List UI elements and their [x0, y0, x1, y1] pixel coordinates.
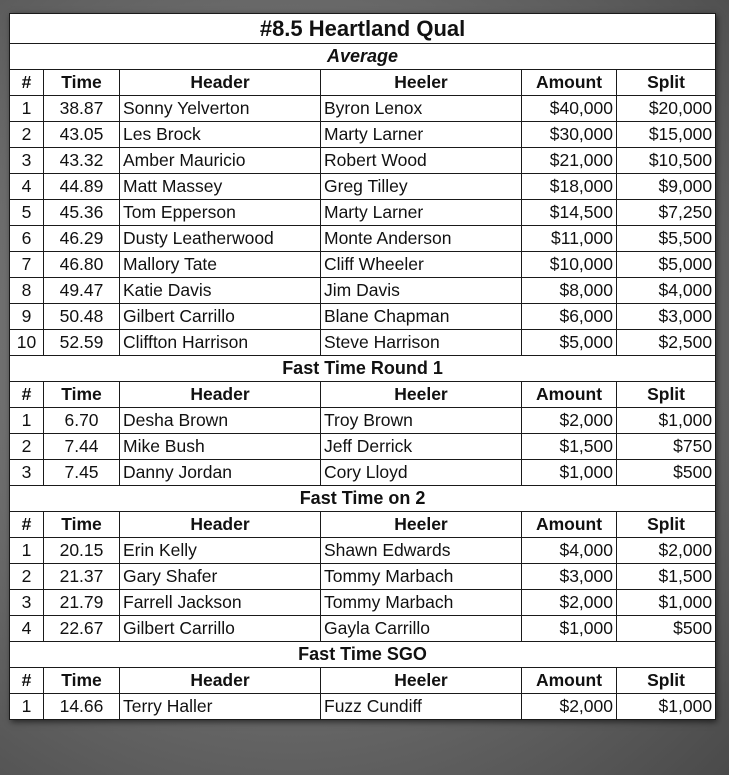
- column-header-amount: Amount: [522, 382, 617, 408]
- column-header-time: Time: [44, 382, 120, 408]
- cell-header: Gilbert Carrillo: [120, 616, 321, 642]
- cell-header: Cliffton Harrison: [120, 330, 321, 356]
- cell-time: 21.79: [44, 590, 120, 616]
- cell-split: $15,000: [617, 122, 716, 148]
- table-row: [10, 304, 716, 330]
- cell-amount: $2,000: [522, 408, 617, 434]
- column-header-header: Header: [120, 70, 321, 96]
- section-title-row: [10, 356, 716, 382]
- cell-amount: $4,000: [522, 538, 617, 564]
- cell-heeler: Marty Larner: [321, 122, 522, 148]
- cell-num: 3: [10, 148, 44, 174]
- cell-split: $1,000: [617, 694, 716, 720]
- column-header-time: Time: [44, 512, 120, 538]
- table-row: [10, 226, 716, 252]
- column-header-amount: Amount: [522, 668, 617, 694]
- cell-amount: $6,000: [522, 304, 617, 330]
- cell-amount: $1,000: [522, 460, 617, 486]
- cell-header: Amber Mauricio: [120, 148, 321, 174]
- column-header-heeler: Heeler: [321, 668, 522, 694]
- column-header-amount: Amount: [522, 512, 617, 538]
- cell-heeler: Cliff Wheeler: [321, 252, 522, 278]
- column-header-amount: Amount: [522, 70, 617, 96]
- cell-amount: $40,000: [522, 96, 617, 122]
- page-title: #8.5 Heartland Qual: [10, 14, 716, 44]
- cell-split: $7,250: [617, 200, 716, 226]
- cell-header: Gilbert Carrillo: [120, 304, 321, 330]
- cell-amount: $10,000: [522, 252, 617, 278]
- title-row: [10, 14, 716, 44]
- column-header-time: Time: [44, 70, 120, 96]
- cell-split: $500: [617, 616, 716, 642]
- column-header-num: #: [10, 70, 44, 96]
- cell-heeler: Troy Brown: [321, 408, 522, 434]
- cell-time: 46.80: [44, 252, 120, 278]
- cell-amount: $1,000: [522, 616, 617, 642]
- cell-time: 6.70: [44, 408, 120, 434]
- cell-split: $500: [617, 460, 716, 486]
- cell-num: 2: [10, 122, 44, 148]
- cell-amount: $30,000: [522, 122, 617, 148]
- cell-heeler: Robert Wood: [321, 148, 522, 174]
- cell-split: $1,000: [617, 590, 716, 616]
- table-row: [10, 200, 716, 226]
- cell-header: Katie Davis: [120, 278, 321, 304]
- table-row: [10, 174, 716, 200]
- cell-time: 46.29: [44, 226, 120, 252]
- table-row: [10, 148, 716, 174]
- cell-split: $2,500: [617, 330, 716, 356]
- cell-time: 14.66: [44, 694, 120, 720]
- cell-heeler: Marty Larner: [321, 200, 522, 226]
- cell-heeler: Tommy Marbach: [321, 564, 522, 590]
- cell-heeler: Jim Davis: [321, 278, 522, 304]
- cell-header: Tom Epperson: [120, 200, 321, 226]
- column-header-row: [10, 70, 716, 96]
- table-row: [10, 330, 716, 356]
- cell-header: Mike Bush: [120, 434, 321, 460]
- cell-amount: $18,000: [522, 174, 617, 200]
- cell-num: 1: [10, 96, 44, 122]
- section-title-row: [10, 642, 716, 668]
- cell-time: 22.67: [44, 616, 120, 642]
- results-table: [9, 13, 716, 720]
- cell-heeler: Shawn Edwards: [321, 538, 522, 564]
- cell-num: 6: [10, 226, 44, 252]
- cell-time: 50.48: [44, 304, 120, 330]
- table-row: [10, 564, 716, 590]
- column-header-time: Time: [44, 668, 120, 694]
- cell-header: Les Brock: [120, 122, 321, 148]
- cell-header: Terry Haller: [120, 694, 321, 720]
- cell-time: 7.45: [44, 460, 120, 486]
- table-row: [10, 96, 716, 122]
- cell-header: Mallory Tate: [120, 252, 321, 278]
- results-table-body: [10, 14, 716, 720]
- cell-amount: $11,000: [522, 226, 617, 252]
- table-row: [10, 278, 716, 304]
- cell-amount: $3,000: [522, 564, 617, 590]
- section-title: Fast Time on 2: [10, 486, 716, 512]
- cell-heeler: Monte Anderson: [321, 226, 522, 252]
- column-header-header: Header: [120, 668, 321, 694]
- cell-heeler: Fuzz Cundiff: [321, 694, 522, 720]
- section-title-row: [10, 486, 716, 512]
- section-title: Fast Time SGO: [10, 642, 716, 668]
- column-header-header: Header: [120, 382, 321, 408]
- cell-num: 1: [10, 694, 44, 720]
- table-row: [10, 590, 716, 616]
- cell-heeler: Greg Tilley: [321, 174, 522, 200]
- cell-num: 2: [10, 564, 44, 590]
- table-row: [10, 694, 716, 720]
- column-header-header: Header: [120, 512, 321, 538]
- column-header-heeler: Heeler: [321, 70, 522, 96]
- cell-split: $9,000: [617, 174, 716, 200]
- cell-num: 3: [10, 460, 44, 486]
- cell-split: $20,000: [617, 96, 716, 122]
- cell-split: $1,500: [617, 564, 716, 590]
- cell-time: 44.89: [44, 174, 120, 200]
- cell-header: Dusty Leatherwood: [120, 226, 321, 252]
- cell-num: 1: [10, 408, 44, 434]
- column-header-row: [10, 382, 716, 408]
- cell-amount: $8,000: [522, 278, 617, 304]
- table-row: [10, 460, 716, 486]
- table-row: [10, 122, 716, 148]
- column-header-num: #: [10, 512, 44, 538]
- cell-num: 2: [10, 434, 44, 460]
- cell-heeler: Cory Lloyd: [321, 460, 522, 486]
- cell-split: $750: [617, 434, 716, 460]
- column-header-heeler: Heeler: [321, 382, 522, 408]
- cell-time: 52.59: [44, 330, 120, 356]
- column-header-split: Split: [617, 382, 716, 408]
- column-header-heeler: Heeler: [321, 512, 522, 538]
- table-row: [10, 538, 716, 564]
- cell-split: $5,000: [617, 252, 716, 278]
- cell-num: 1: [10, 538, 44, 564]
- section-title: Average: [10, 44, 716, 70]
- cell-heeler: Byron Lenox: [321, 96, 522, 122]
- cell-num: 4: [10, 174, 44, 200]
- cell-heeler: Steve Harrison: [321, 330, 522, 356]
- table-row: [10, 252, 716, 278]
- cell-num: 4: [10, 616, 44, 642]
- cell-split: $1,000: [617, 408, 716, 434]
- cell-time: 49.47: [44, 278, 120, 304]
- cell-header: Erin Kelly: [120, 538, 321, 564]
- cell-time: 7.44: [44, 434, 120, 460]
- cell-num: 3: [10, 590, 44, 616]
- cell-split: $3,000: [617, 304, 716, 330]
- column-header-row: [10, 512, 716, 538]
- cell-heeler: Tommy Marbach: [321, 590, 522, 616]
- column-header-num: #: [10, 382, 44, 408]
- cell-amount: $2,000: [522, 694, 617, 720]
- cell-header: Gary Shafer: [120, 564, 321, 590]
- cell-header: Sonny Yelverton: [120, 96, 321, 122]
- cell-header: Farrell Jackson: [120, 590, 321, 616]
- column-header-split: Split: [617, 512, 716, 538]
- cell-time: 43.32: [44, 148, 120, 174]
- table-row: [10, 616, 716, 642]
- section-title-row: [10, 44, 716, 70]
- cell-split: $4,000: [617, 278, 716, 304]
- column-header-num: #: [10, 668, 44, 694]
- results-sheet: [9, 13, 715, 720]
- cell-heeler: Blane Chapman: [321, 304, 522, 330]
- cell-time: 45.36: [44, 200, 120, 226]
- cell-amount: $5,000: [522, 330, 617, 356]
- cell-time: 20.15: [44, 538, 120, 564]
- cell-num: 9: [10, 304, 44, 330]
- cell-header: Matt Massey: [120, 174, 321, 200]
- cell-heeler: Gayla Carrillo: [321, 616, 522, 642]
- table-row: [10, 434, 716, 460]
- cell-heeler: Jeff Derrick: [321, 434, 522, 460]
- table-row: [10, 408, 716, 434]
- cell-amount: $14,500: [522, 200, 617, 226]
- section-title: Fast Time Round 1: [10, 356, 716, 382]
- cell-num: 8: [10, 278, 44, 304]
- cell-time: 38.87: [44, 96, 120, 122]
- cell-split: $10,500: [617, 148, 716, 174]
- cell-num: 5: [10, 200, 44, 226]
- column-header-row: [10, 668, 716, 694]
- cell-amount: $2,000: [522, 590, 617, 616]
- cell-time: 21.37: [44, 564, 120, 590]
- cell-split: $5,500: [617, 226, 716, 252]
- cell-amount: $21,000: [522, 148, 617, 174]
- cell-header: Danny Jordan: [120, 460, 321, 486]
- cell-amount: $1,500: [522, 434, 617, 460]
- cell-header: Desha Brown: [120, 408, 321, 434]
- cell-time: 43.05: [44, 122, 120, 148]
- column-header-split: Split: [617, 70, 716, 96]
- cell-num: 7: [10, 252, 44, 278]
- cell-num: 10: [10, 330, 44, 356]
- cell-split: $2,000: [617, 538, 716, 564]
- column-header-split: Split: [617, 668, 716, 694]
